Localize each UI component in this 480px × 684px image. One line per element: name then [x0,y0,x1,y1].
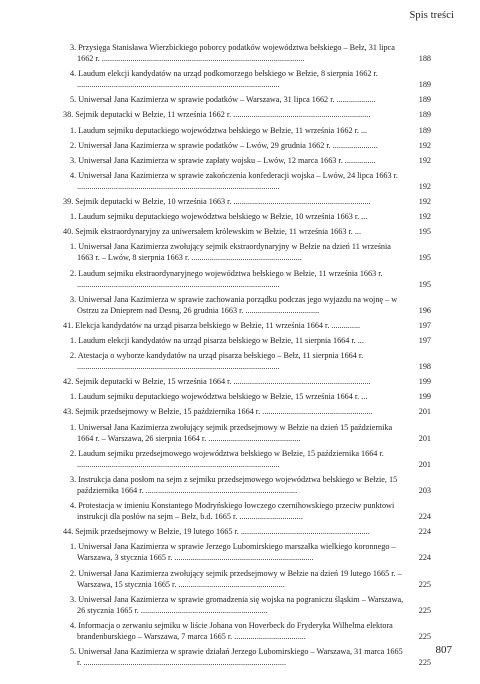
toc-subentry [63,241,431,263]
toc-entry-text: 2. Laudum sejmiku przedsejmowego województwa bełskiego w Bełzie, 15 października 1664 r. ................................................................................................... [70,448,384,469]
toc-page-number: 188 [418,54,431,64]
toc-page-number: 201 [418,433,431,443]
toc-subentry [63,500,431,522]
toc-subentry [63,594,431,616]
toc-entry-text: 38. Sejmik deputacki w Bełzie, 11 września 1662 r. ................................................................... [63,110,371,120]
toc-section-entry [63,406,431,417]
toc-entry-text: 4. Uniwersał Jana Kazimierza w sprawie zakończenia konfederacji wojska – Lwów, 24 lipca 1663 r. ................................................................................................... [70,170,398,191]
toc-entry-text: 3. Uniwersał Jana Kazimierza w sprawie zachowania porządku podczas jego wyjazdu na wojnę – w Ostrzu za Dnieprem nad Desną, 26 grudnia 1663 r. .................................... [70,294,398,315]
toc-entry-text: 5. Uniwersał Jana Kazimierza w sprawie podatków – Warszawa, 31 lipca 1662 r. ................... [70,95,376,105]
toc-entry-text: 40. Sejmik ekstraordynaryjny za uniwersałem królewskim w Bełzie, 11 września 1663 r. ... [63,227,362,237]
toc-page-number: 192 [418,197,431,207]
toc-page-number: 225 [418,658,431,668]
running-header: Spis treści [409,10,454,21]
toc-section-entry [63,526,431,537]
toc-page-number: 192 [418,140,431,150]
toc-page-number: 195 [418,253,431,263]
toc-entry-text: 2. Laudum sejmiku ekstraordynaryjnego województwa bełskiego w Bełzie, 11 września 1663 r. ................................................................................................... [70,268,383,289]
toc-page-number: 195 [418,227,431,237]
toc-page-number: 225 [418,605,431,615]
toc-subentry [63,42,431,64]
toc-page-number: 197 [418,335,431,345]
toc-subentry [63,155,431,166]
toc-page-number: 189 [418,95,431,105]
toc-subentry [63,474,431,496]
toc-subentry [63,170,431,192]
toc-entry-text: 43. Sejmik przedsejmowy w Bełzie, 15 października 1664 r. ...................................................... [63,407,373,417]
toc-entry-text: 1. Laudum sejmiku deputackiego województwa bełskiego w Bełzie, 10 września 1663 r. ... [70,212,368,222]
page-number: 807 [435,644,452,656]
toc-entry-text: 3. Przysięga Stanisława Wierzbickiego poborcy podatków województwa bełskiego – Bełz, 31 lipca 1662 r. ................................................................................................... [70,43,395,64]
toc-page-number: 201 [418,407,431,417]
toc-entry-text: 2. Uniwersał Jana Kazimierza zwołujący sejmik przedsejmowy w Bełzie na dzień 19 lutego 1665 r. – Warszawa, 15 stycznia 1665 r. .................................................... [70,568,402,589]
toc-entry-text: 3. Instrukcja dana posłom na sejm z sejmiku przedsejmowego województwa bełskiego w Bełzie, 15 października 1664 r. .......................................................................... [70,474,398,495]
toc-subentry [63,568,431,590]
table-of-contents [63,42,431,672]
toc-section-entry [63,320,431,331]
toc-subentry [63,335,431,346]
toc-subentry [63,140,431,151]
toc-entry-text: 3. Uniwersał Jana Kazimierza w sprawie zapłaty wojsku – Lwów, 12 marca 1663 r. ............... [70,155,376,165]
toc-page-number: 199 [418,377,431,387]
toc-page-number: 196 [418,305,431,315]
toc-page-number: 225 [418,579,431,589]
toc-page-number: 199 [418,392,431,402]
toc-page-number: 197 [418,320,431,330]
toc-page-number: 195 [418,279,431,289]
toc-entry-text: 1. Laudum sejmiku deputackiego województwa bełskiego w Bełzie, 15 września 1664 r. ... [70,392,368,402]
toc-entry-text: 1. Uniwersał Jana Kazimierza zwołujący sejmik przedsejmowy w Bełzie na dzień 15 października 1664 r. – Warszawa, 26 sierpnia 1664 r. ............................................. [70,422,393,443]
toc-page-number: 189 [418,125,431,135]
toc-subentry [63,94,431,105]
toc-entry-text: 4. Laudum elekcji kandydatów na urząd podkomorzego bełskiego w Bełzie, 8 sierpnia 1662 r. ................................................................................................... [70,69,378,90]
toc-entry-text: 41. Elekcja kandydatów na urząd pisarza bełskiego w Bełzie, 11 września 1664 r. .............. [63,320,361,330]
toc-entry-text: 1. Uniwersał Jana Kazimierza zwołujący sejmik ekstraordynaryjny w Bełzie na dzień 11 września 1663 r. – Lwów, 8 sierpnia 1663 r. ...................................................... [70,242,391,263]
toc-entry-text: 42. Sejmik deputacki w Bełzie, 15 września 1664 r. ................................................................... [63,377,371,387]
toc-page-number: 198 [418,362,431,372]
toc-page-number: 192 [418,212,431,222]
toc-entry-text: 1. Laudum elekcji kandydatów na urząd pisarza bełskiego w Bełzie, 11 sierpnia 1664 r. ... [70,335,364,345]
toc-subentry [63,391,431,402]
toc-page-number: 192 [418,155,431,165]
toc-entry-text: 3. Uniwersał Jana Kazimierza w sprawie gromadzenia się wojska na pograniczu śląskim – Warszawa, 26 stycznia 1665 r. .............................................................. [70,594,404,615]
toc-page-number: 203 [418,486,431,495]
toc-page-number: 201 [418,459,431,469]
toc-page-number: 189 [418,80,431,90]
toc-subentry [63,646,431,668]
toc-subentry [63,68,431,90]
toc-entry-text: 39. Sejmik deputacki w Bełzie, 10 września 1663 r. ................................................................... [63,197,371,207]
toc-subentry [63,620,431,642]
toc-entry-text: 4. Protestacja w imieniu Konstantego Modryńskiego łowczego czernihowskiego przeciw punktowi instrukcji dla posłów na sejm – Bełz, b.d. 1665 r. ............................... [70,501,395,522]
toc-page-number: 192 [418,181,431,191]
toc-subentry [63,125,431,136]
toc-entry-text: 2. Atestacja o wyborze kandydatów na urząd pisarza bełskiego – Bełz, 11 sierpnia 1664 r. ................................................................................................... [70,351,364,372]
toc-subentry [63,541,431,563]
toc-entry-text: 1. Uniwersał Jana Kazimierza w sprawie Jerzego Lubomirskiego marszałka wielkiego koronnego – Warszawa, 3 stycznia 1665 r. .................................................................... [70,542,396,563]
toc-subentry [63,268,431,290]
toc-subentry [63,350,431,372]
toc-section-entry [63,376,431,387]
toc-page-number: 224 [418,512,431,522]
toc-entry-text: 2. Uniwersał Jana Kazimierza w sprawie podatków – Lwów, 29 grudnia 1662 r. ...................... [70,140,378,150]
toc-page-number: 225 [418,632,431,642]
toc-subentry [63,294,431,316]
toc-entry-text: 44. Sejmik przedsejmowy w Bełzie, 19 lutego 1665 r. ............................................................... [63,527,370,537]
toc-entry-text: 5. Uniwersał Jana Kazimierza w sprawie działań Jerzego Lubomirskiego – Warszawa, 31 marca 1665 r. ................................................................................................... [70,647,403,668]
toc-page-number: 224 [418,553,431,563]
toc-entry-text: 4. Informacja o zerwaniu sejmiku w liście Johana von Hoverbeck do Fryderyka Wilhelma elektora brandenburskiego – Warszawa, 7 marca 1665 r. ................................... [70,620,393,642]
toc-entry-text: 1. Laudum sejmiku deputackiego województwa bełskiego w Bełzie, 11 września 1662 r. ... [70,125,368,135]
toc-subentry [63,448,431,470]
toc-subentry [63,211,431,222]
toc-page-number: 224 [418,527,431,537]
toc-subentry [63,422,431,444]
toc-section-entry [63,226,431,237]
toc-section-entry [63,109,431,120]
toc-page-number: 189 [418,110,431,120]
toc-section-entry [63,196,431,207]
